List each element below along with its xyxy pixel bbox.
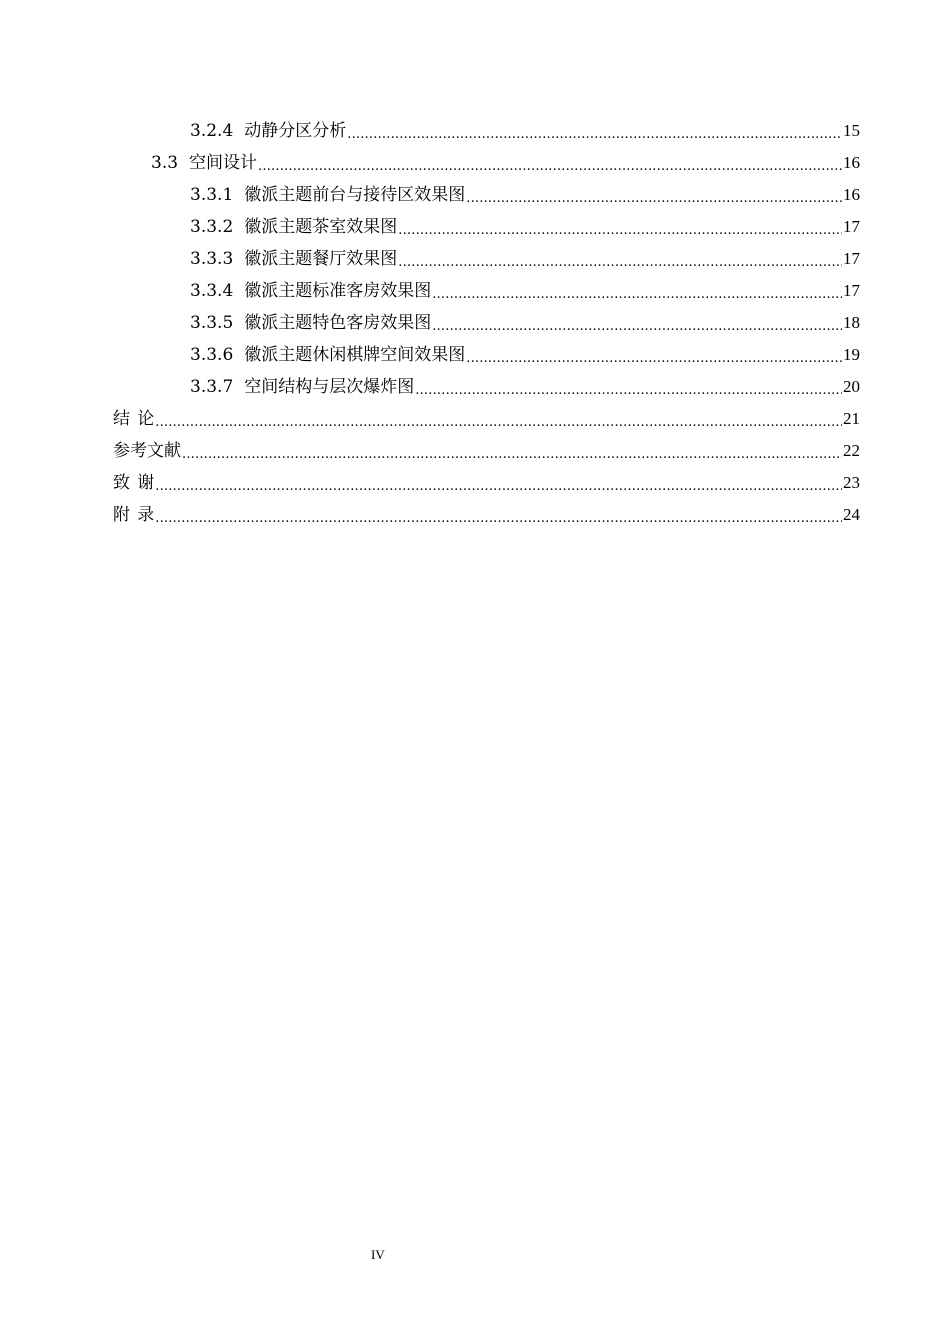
toc-entry-title: 动静分区分析 <box>244 121 347 141</box>
toc-entry-page: 21 <box>843 409 860 428</box>
toc-entry-page: 16 <box>843 153 860 172</box>
dot-leader <box>155 501 842 535</box>
toc-entry-number: 3.3 <box>151 153 179 173</box>
toc-entry-number: 3.3.2 <box>190 217 234 237</box>
dot-leader <box>258 149 842 183</box>
dot-leader <box>155 405 842 439</box>
page-number: IV <box>371 1247 385 1262</box>
dot-leader <box>182 437 842 471</box>
toc-entry-number: 3.3.3 <box>190 249 234 269</box>
toc-entry-title: 徽派主题餐厅效果图 <box>244 249 398 269</box>
toc-entry-number: 3.3.7 <box>190 377 234 397</box>
toc-entry-page: 20 <box>843 377 860 396</box>
dot-leader <box>466 341 842 375</box>
toc-entry-number: 3.3.5 <box>190 313 234 333</box>
dot-leader <box>347 117 842 151</box>
dot-leader <box>155 469 842 503</box>
dot-leader <box>432 309 842 343</box>
toc-entry-appendix[interactable] <box>113 499 860 531</box>
toc-entry-number: 3.3.6 <box>190 345 234 365</box>
toc-entry-title: 结论 <box>113 409 155 429</box>
toc-entry-3-3-5[interactable] <box>113 307 860 339</box>
toc-entry-title: 附录 <box>113 505 155 525</box>
toc-entry-3-3-1[interactable] <box>113 179 860 211</box>
dot-leader <box>432 277 842 311</box>
toc-entry-title: 徽派主题标准客房效果图 <box>244 281 432 301</box>
toc-entry-page: 17 <box>843 217 860 236</box>
dot-leader <box>466 181 842 215</box>
toc-entry-number: 3.3.4 <box>190 281 234 301</box>
toc-entry-title: 徽派主题前台与接待区效果图 <box>244 185 466 205</box>
toc-entry-title: 空间结构与层次爆炸图 <box>244 377 415 397</box>
toc-entry-page: 23 <box>843 473 860 492</box>
toc-entry-title: 空间设计 <box>189 153 258 173</box>
toc-entry-title: 徽派主题茶室效果图 <box>244 217 398 237</box>
table-of-contents <box>113 115 860 531</box>
toc-entry-page: 17 <box>843 249 860 268</box>
toc-entry-page: 17 <box>843 281 860 300</box>
toc-entry-page: 18 <box>843 313 860 332</box>
dot-leader <box>398 213 842 247</box>
toc-entry-3-3-7[interactable] <box>113 371 860 403</box>
toc-entry-3-3-2[interactable] <box>113 211 860 243</box>
toc-entry-page: 16 <box>843 185 860 204</box>
toc-entry-page: 19 <box>843 345 860 364</box>
toc-entry-title: 徽派主题休闲棋牌空间效果图 <box>244 345 466 365</box>
toc-entry-3-2-4[interactable] <box>113 115 860 147</box>
toc-entry-3-3-4[interactable] <box>113 275 860 307</box>
toc-entry-conclusion[interactable] <box>113 403 860 435</box>
dot-leader <box>415 373 842 407</box>
toc-entry-3-3-6[interactable] <box>113 339 860 371</box>
toc-entry-page: 15 <box>843 121 860 140</box>
toc-entry-page: 22 <box>843 441 860 460</box>
dot-leader <box>398 245 842 279</box>
toc-entry-title: 徽派主题特色客房效果图 <box>244 313 432 333</box>
toc-entry-3-3[interactable] <box>113 147 860 179</box>
toc-entry-title: 致谢 <box>113 473 155 493</box>
toc-entry-number: 3.3.1 <box>190 185 234 205</box>
toc-entry-page: 24 <box>843 505 860 524</box>
toc-entry-references[interactable] <box>113 435 860 467</box>
toc-entry-acknowledgements[interactable] <box>113 467 860 499</box>
toc-entry-3-3-3[interactable] <box>113 243 860 275</box>
toc-entry-number: 3.2.4 <box>190 121 234 141</box>
toc-entry-title: 参考文献 <box>113 441 181 461</box>
